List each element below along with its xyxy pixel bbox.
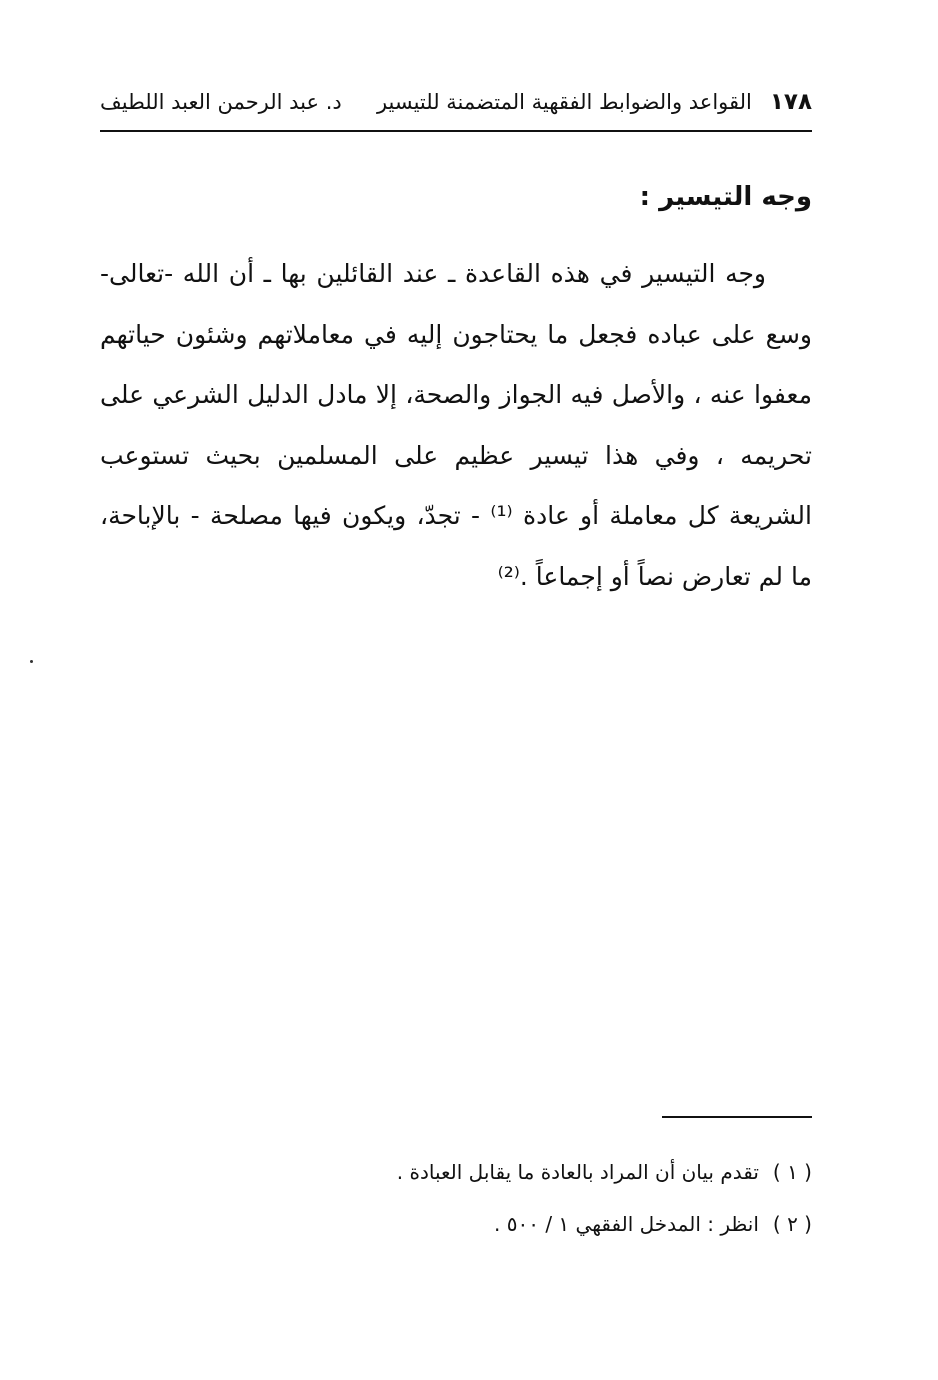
header-divider bbox=[100, 130, 812, 132]
footnote-item bbox=[212, 1198, 812, 1250]
footnote-divider bbox=[662, 1116, 812, 1118]
header-right-group bbox=[377, 89, 812, 115]
footnote-text: انظر : المدخل الفقهي ١ / ٥٠٠ . bbox=[494, 1212, 759, 1236]
footnotes bbox=[212, 1146, 812, 1250]
running-header bbox=[100, 82, 812, 122]
section-heading: وجه التيسير : bbox=[639, 182, 812, 212]
page-number: ١٧٨ bbox=[769, 89, 812, 115]
body-text bbox=[100, 244, 812, 607]
footnote-item bbox=[212, 1146, 812, 1198]
book-title: القواعد والضوابط الفقهية المتضمنة للتيسير bbox=[376, 90, 752, 114]
footnote-marker: ( ٢ ) bbox=[772, 1212, 812, 1236]
footnote-text: تقدم بيان أن المراد بالعادة ما يقابل العبادة . bbox=[396, 1160, 759, 1184]
footnote-marker: ( ١ ) bbox=[772, 1160, 812, 1184]
author-name: د. عبد الرحمن العبد اللطيف bbox=[100, 90, 342, 114]
body-paragraph: وجه التيسير في هذه القاعدة ـ عند القائلين بها ـ أن الله -تعالى- وسع على عباده فجعل ما يحتاجون إليه في معاملاتهم وشئون حياتهم معفوا عنه ، والأصل فيه الجواز والصحة، إلا مادل الدليل الشرعي على تحريمه ، وفي هذا تيسير عظيم على المسلمين بحيث تستوعب الشريعة كل معاملة أو عادة ⁽¹⁾ - تجدّ، ويكون فيها مصلحة - بالإباحة، ما لم تعارض نصاً أو إجماعاً .⁽²⁾ bbox=[100, 259, 812, 591]
scan-speck bbox=[30, 660, 33, 663]
